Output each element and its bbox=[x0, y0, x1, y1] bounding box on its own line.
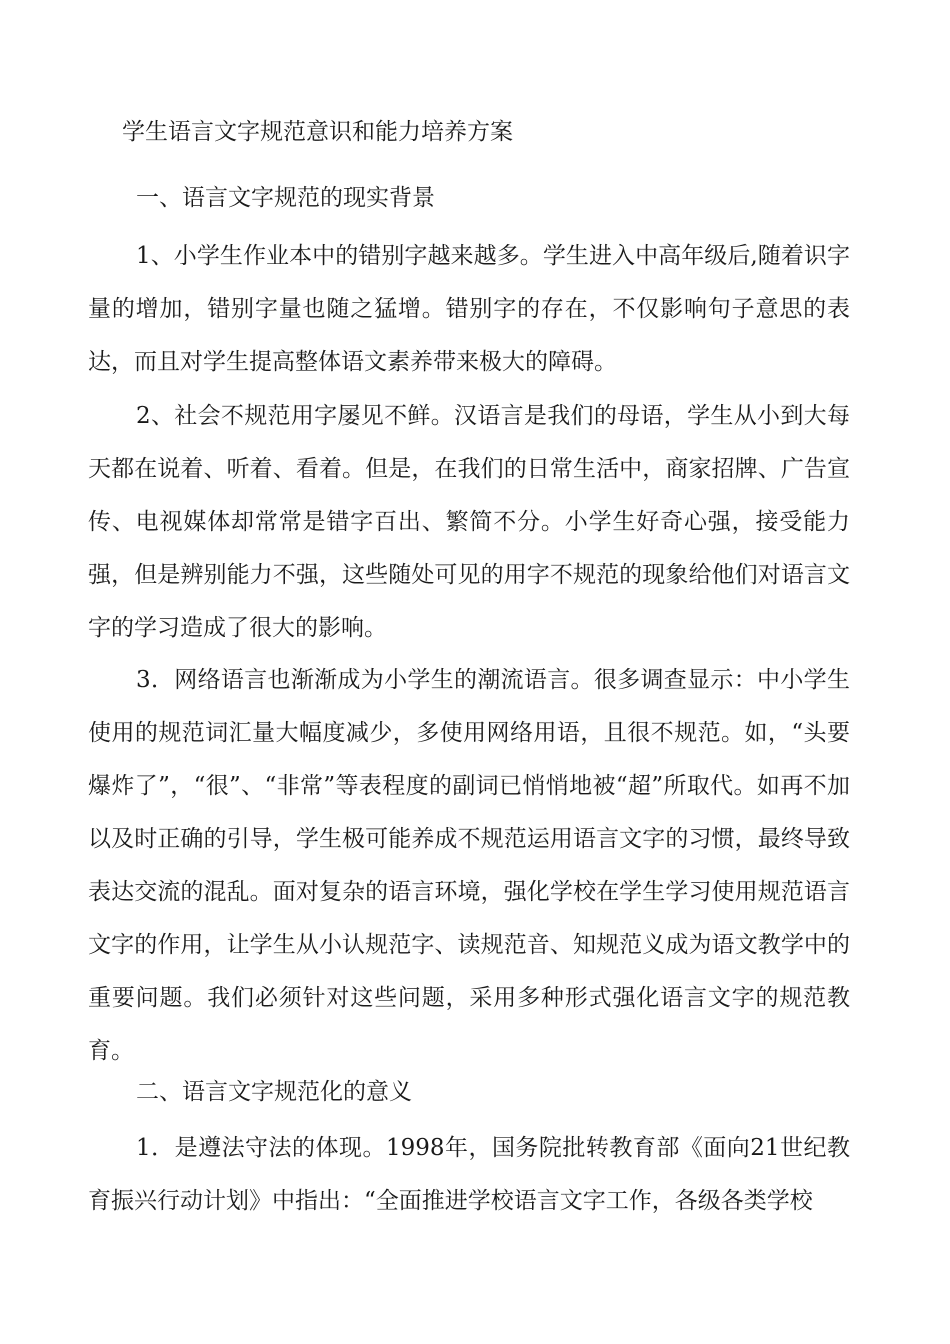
section-heading-background: 一、语言文字规范的现实背景 bbox=[136, 185, 435, 211]
paragraph-social-usage: 2、社会不规范用字屡见不鲜。汉语言是我们的母语，学生从小到大每天都在说着、听着、看着。但是，在我们的日常生活中，商家招牌、广告宣传、电视媒体却常常是错字百出、繁简不分。小学生好奇心强，接受能力强，但是辨别能力不强，这些随处可见的用字不规范的现象给他们对语言文字的学习造成了很大的影响。 bbox=[88, 403, 850, 641]
section-heading-significance: 二、语言文字规范化的意义 bbox=[136, 1079, 412, 1105]
document-title: 学生语言文字规范意识和能力培养方案 bbox=[122, 119, 513, 145]
paragraph-internet-language: 3．网络语言也渐渐成为小学生的潮流语言。很多调查显示：中小学生使用的规范词汇量大幅度减少，多使用网络用语，且很不规范。如，“头要爆炸了”，“很”、“非常”等表程度的副词已悄悄地被“超”所取代。如再不加以及时正确的引导，学生极可能养成不规范运用语言文字的习惯，最终导致表达交流的混乱。面对复杂的语言环境，强化学校在学生学习使用规范语言文字的作用，让学生从小认规范字、读规范音、知规范义成为语文教学中的重要问题。我们必须针对这些问题，采用多种形式强化语言文字的规范教育。 bbox=[88, 667, 850, 1064]
paragraph-typos: 1、小学生作业本中的错别字越来越多。学生进入中高年级后,随着识字量的增加，错别字量也随之猛增。错别字的存在，不仅影响句子意思的表达，而且对学生提高整体语文素养带来极大的障碍。 bbox=[88, 243, 850, 375]
paragraph-law-compliance: 1．是遵法守法的体现。1998年，国务院批转教育部《面向21世纪教育振兴行动计划》中指出：“全面推进学校语言文字工作，各级各类学校 bbox=[88, 1135, 850, 1214]
